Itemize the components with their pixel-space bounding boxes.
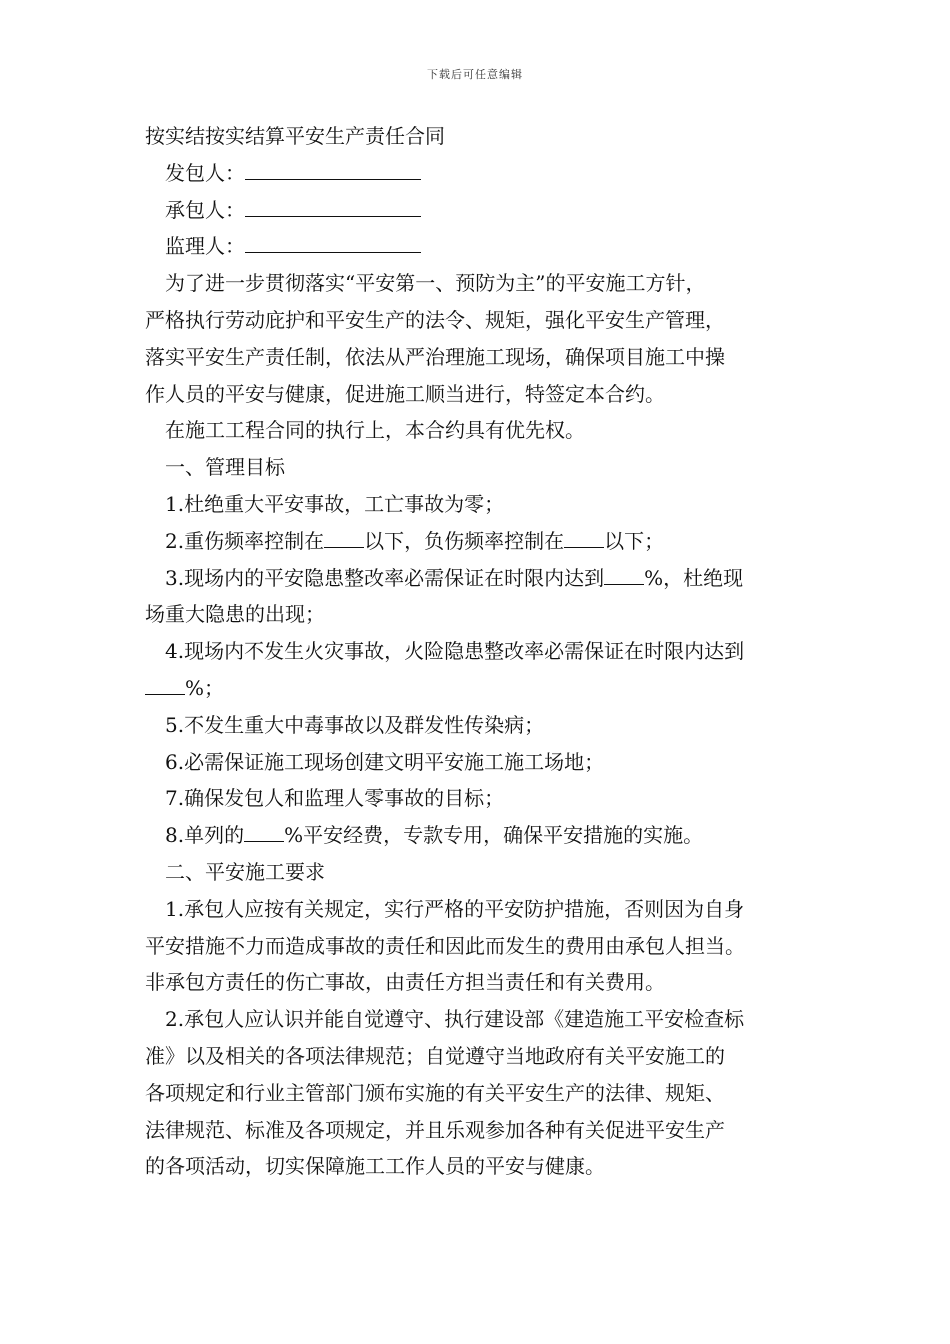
goal-4: 4.现场内不发生火灾事故，火险隐患整改率必需保证在时限内达到	[165, 639, 745, 664]
goal-2-text-c: 以下；	[604, 528, 665, 553]
party-contractor-blank	[245, 194, 421, 217]
goal-8-text-a: 8.单列的	[165, 823, 245, 848]
goal-2-blank-1	[324, 525, 364, 548]
goal-3-text-b: %，杜绝现	[644, 565, 744, 590]
party-contractor-label: 承包人：	[165, 197, 245, 222]
goal-8	[145, 817, 825, 854]
party-employer-label: 发包人：	[165, 160, 245, 185]
goal-2-text-b: 以下，负伤频率控制在	[364, 528, 565, 553]
goal-3-text-a: 3.现场内的平安隐患整改率必需保证在时限内达到	[165, 565, 605, 590]
requirement-2-line-1: 2.承包人应认识并能自觉遵守、执行建设部《建造施工平安检查标	[165, 1007, 745, 1032]
requirement-2-line-5: 的各项活动，切实保障施工工作人员的平安与健康。	[145, 1154, 605, 1179]
goal-8-blank	[244, 819, 284, 842]
goal-1: 1.杜绝重大平安事故，工亡事故为零；	[165, 491, 505, 516]
goal-3-blank	[604, 562, 644, 585]
goal-4-continued	[145, 670, 825, 707]
goal-4-text-b: %；	[185, 675, 225, 700]
goal-6: 6.必需保证施工现场创建文明平安施工施工场地；	[165, 749, 605, 774]
requirement-1-line-2: 平安措施不力而造成事故的责任和因此而发生的费用由承包人担当。	[145, 933, 745, 958]
requirement-2-line-3: 各项规定和行业主管部门颁布实施的有关平安生产的法律、规矩、	[145, 1080, 725, 1105]
page-header-note: 下载后可任意编辑	[427, 68, 523, 81]
party-employer	[145, 155, 825, 192]
requirement-2-line-4: 法律规范、标准及各项规定，并且乐观参加各种有关促进平安生产	[145, 1117, 725, 1142]
goal-2-blank-2	[564, 525, 604, 548]
goal-3-continued: 场重大隐患的出现；	[145, 602, 325, 627]
document-title: 按实结按实结算平安生产责任合同	[145, 124, 445, 148]
goal-3	[145, 560, 825, 597]
party-supervisor	[145, 228, 825, 265]
party-supervisor-blank	[245, 230, 421, 253]
intro-line-1: 为了进一步贯彻落实“平安第一、预防为主”的平安施工方针，	[165, 271, 706, 296]
goal-5: 5.不发生重大中毒事故以及群发性传染病；	[165, 712, 545, 737]
intro-line-4: 作人员的平安与健康，促进施工顺当进行，特签定本合约。	[145, 381, 665, 406]
requirement-2-line-2: 准》以及相关的各项法律规范；自觉遵守当地政府有关平安施工的	[145, 1043, 725, 1068]
intro-line-3: 落实平安生产责任制，依法从严治理施工现场，确保项目施工中操	[145, 344, 725, 369]
goal-4-blank	[145, 672, 185, 695]
requirement-1-line-1: 1.承包人应按有关规定，实行严格的平安防护措施，否则因为自身	[165, 896, 745, 921]
section-2-heading: 二、平安施工要求	[165, 859, 325, 884]
intro-line-2: 严格执行劳动庇护和平安生产的法令、规矩，强化平安生产管理，	[145, 307, 725, 332]
requirement-1-line-3: 非承包方责任的伤亡事故，由责任方担当责任和有关费用。	[145, 970, 665, 995]
document-body	[145, 118, 825, 1185]
section-1-heading: 一、管理目标	[165, 455, 285, 480]
goal-7: 7.确保发包人和监理人零事故的目标；	[165, 786, 505, 811]
party-employer-blank	[245, 157, 421, 180]
goal-8-text-b: %平安经费，专款专用，确保平安措施的实施。	[284, 823, 704, 848]
goal-2	[145, 523, 825, 560]
party-contractor	[145, 192, 825, 229]
goal-2-text-a: 2.重伤频率控制在	[165, 528, 325, 553]
party-supervisor-label: 监理人：	[165, 234, 245, 259]
priority-clause: 在施工工程合同的执行上，本合约具有优先权。	[165, 418, 585, 443]
